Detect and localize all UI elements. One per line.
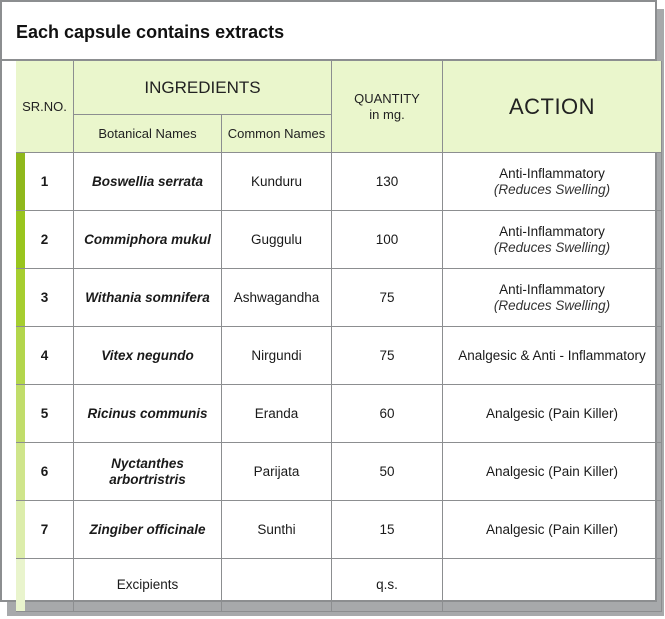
cell-srno: 4 — [16, 327, 74, 385]
cell-srno: 2 — [16, 211, 74, 269]
action-subtext: (Reduces Swelling) — [493, 239, 611, 255]
header-botanical-names: Botanical Names — [74, 115, 222, 153]
action-text: Analgesic (Pain Killer) — [485, 463, 619, 479]
card-title: Each capsule contains extracts — [16, 22, 285, 42]
cell-quantity: 60 — [332, 385, 443, 443]
cell-common-name: Sunthi — [222, 501, 332, 559]
header-quantity-unit: in mg. — [369, 106, 405, 122]
action-text: Analgesic & Anti - Inflammatory — [458, 347, 646, 363]
cell-botanical-name: Ricinus communis — [74, 385, 222, 443]
header-quantity-label: QUANTITY — [354, 90, 420, 106]
cell-quantity: 50 — [332, 443, 443, 501]
header-common-names: Common Names — [222, 115, 332, 153]
header-ingredients: INGREDIENTS — [74, 61, 332, 115]
header-srno: SR.NO. — [16, 61, 74, 153]
action-subtext: (Reduces Swelling) — [493, 297, 611, 313]
cell-common-name: Parijata — [222, 443, 332, 501]
cell-common-name: Kunduru — [222, 153, 332, 211]
cell-action — [443, 443, 662, 501]
cell-botanical-name: Vitex negundo — [74, 327, 222, 385]
cell-botanical-name: Zingiber officinale — [74, 501, 222, 559]
cell-action — [443, 153, 662, 211]
action-text: Anti-Inflammatory — [499, 281, 605, 297]
cell-srno: 3 — [16, 269, 74, 327]
cell-common-name: Eranda — [222, 385, 332, 443]
cell-srno — [16, 559, 74, 612]
cell-common-name: Nirgundi — [222, 327, 332, 385]
cell-srno: 6 — [16, 443, 74, 501]
cell-action — [443, 269, 662, 327]
cell-quantity: 100 — [332, 211, 443, 269]
cell-quantity: 75 — [332, 269, 443, 327]
cell-srno: 1 — [16, 153, 74, 211]
header-quantity — [332, 61, 443, 153]
cell-quantity: q.s. — [332, 559, 443, 612]
cell-botanical-name: Commiphora mukul — [74, 211, 222, 269]
cell-action — [443, 559, 662, 612]
cell-botanical-name: Nyctanthes arbortristris — [74, 443, 222, 501]
cell-quantity: 75 — [332, 327, 443, 385]
cell-action — [443, 211, 662, 269]
cell-srno: 5 — [16, 385, 74, 443]
cell-common-name: Guggulu — [222, 211, 332, 269]
cell-common-name: Ashwagandha — [222, 269, 332, 327]
action-text: Analgesic (Pain Killer) — [485, 405, 619, 421]
action-text: Analgesic (Pain Killer) — [485, 521, 619, 537]
cell-common-name — [222, 559, 332, 612]
action-text: Anti-Inflammatory — [499, 223, 605, 239]
header-action: ACTION — [443, 61, 662, 153]
action-text: Anti-Inflammatory — [499, 165, 605, 181]
action-subtext: (Reduces Swelling) — [493, 181, 611, 197]
cell-action — [443, 327, 662, 385]
cell-quantity: 130 — [332, 153, 443, 211]
cell-action — [443, 385, 662, 443]
cell-action — [443, 501, 662, 559]
cell-botanical-name: Excipients — [74, 559, 222, 612]
cell-quantity: 15 — [332, 501, 443, 559]
cell-srno: 7 — [16, 501, 74, 559]
cell-botanical-name: Withania somnifera — [74, 269, 222, 327]
cell-botanical-name: Boswellia serrata — [74, 153, 222, 211]
ingredients-table — [16, 61, 662, 604]
